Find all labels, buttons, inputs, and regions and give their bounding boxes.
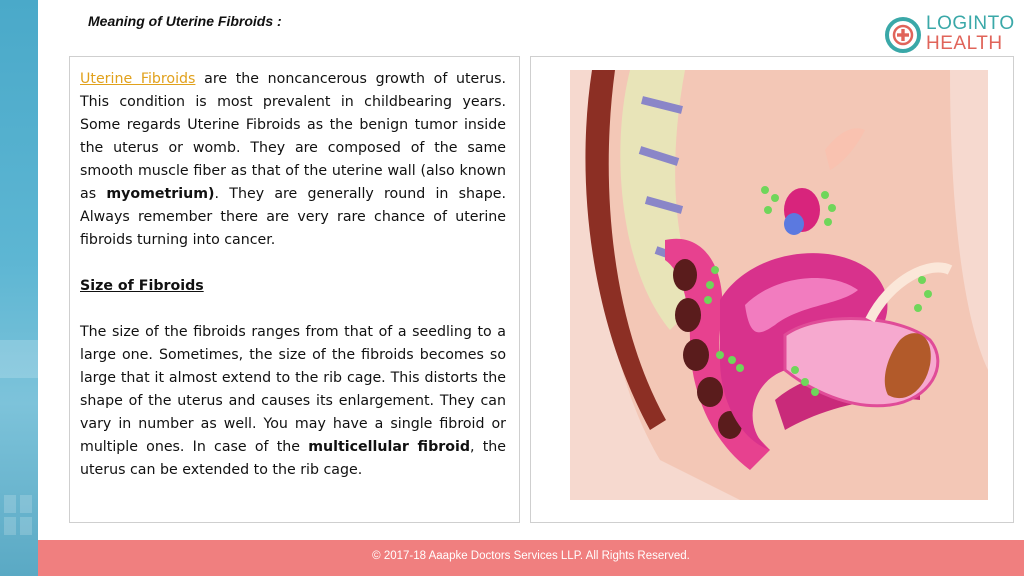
copyright-text: © 2017-18 Aaapke Doctors Services LLP. All Rights Reserved. [372,550,690,562]
strip-block [20,495,32,513]
intro-text-a: are the noncancerous growth of uterus. This condition is most prevalent in childbearing years. Some regards Uterine Fibroids as the benign tumor inside the uterus or womb. They are composed of the same smooth muscle fiber as that of the uterine wall (also known as [80,71,506,202]
intro-bold: myometrium) [106,186,215,202]
medical-cross-icon [884,16,922,54]
intro-text-b: . They are generally round in shape. Always remember there are very rare chance of uterine fibroids turning into cancer. [80,186,506,248]
size-bold: multicellular fibroid [308,439,470,455]
strip-block [0,340,38,378]
uterus-anatomy-illustration [570,70,988,500]
logo-line-2: HEALTH [926,33,1003,54]
left-decorative-strip [0,0,38,576]
strip-block [4,517,16,535]
intro-paragraph [80,68,506,252]
logo-wordmark [926,14,1015,54]
strip-block [20,517,32,535]
logo[interactable] [884,14,1024,58]
size-text-b: , the uterus can be extended to the rib cage. [80,439,507,478]
size-paragraph [80,321,506,482]
strip-block [4,495,16,513]
slide-title: Meaning of Uterine Fibroids : [88,13,282,29]
body-text [80,68,506,482]
logo-line-1: LOGINTO [926,13,1015,34]
uterine-fibroids-link[interactable]: Uterine Fibroids [80,71,196,87]
size-subheading: Size of Fibroids [80,278,204,294]
size-text-a: The size of the fibroids ranges from that of a seedling to a large one. Sometimes, the size of the fibroids becomes so large that it almost extend to the rib cage. This distorts the shape of the uterus and causes its enlargement. They can vary in number as well. You may have a single fibroid or multiple ones. In case of the [80,324,506,455]
footer-bar [38,540,1024,576]
